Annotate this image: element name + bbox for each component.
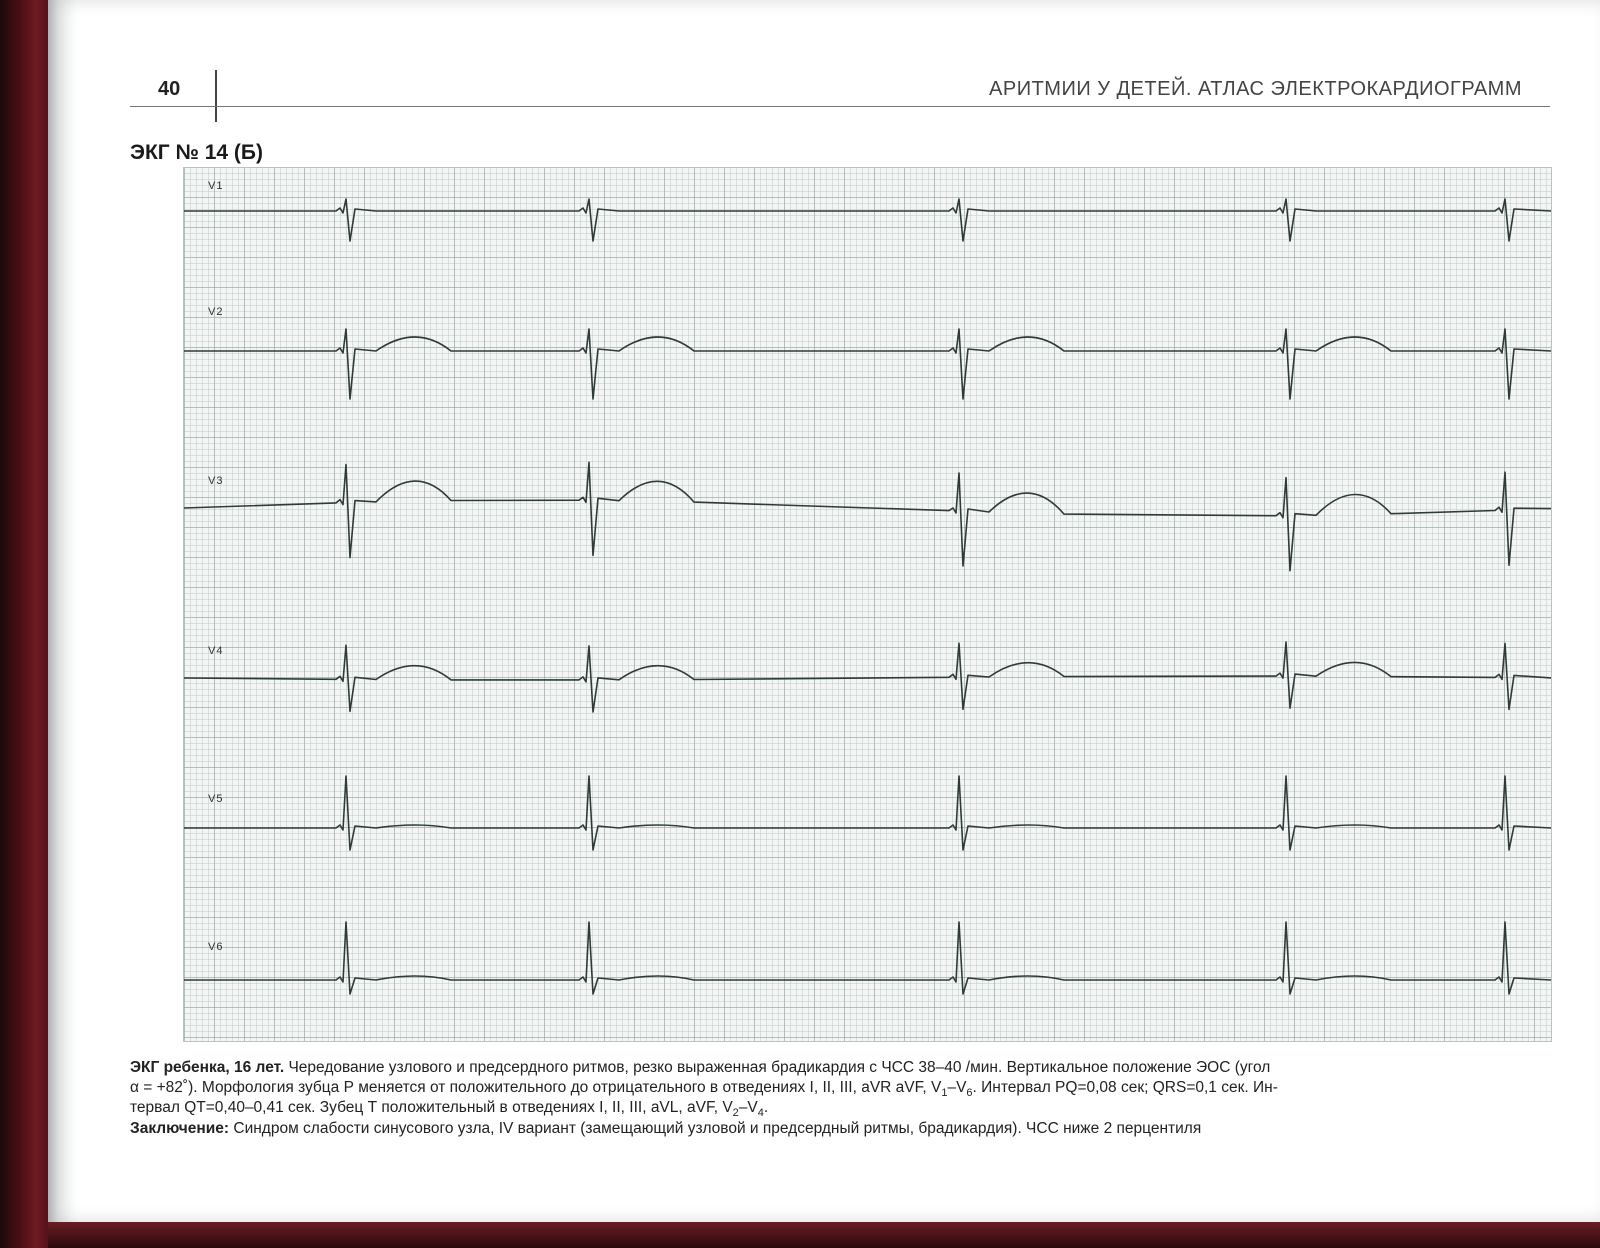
caption-line-3a: тервал QT=0,40–0,41 сек. Зубец Т положительный в отведениях I, II, III, aVL, aVF, V	[130, 1099, 733, 1116]
caption-line-3b: .	[763, 1099, 769, 1116]
caption-lead: ЭКГ ребенка, 16 лет.	[130, 1059, 285, 1076]
page-number: 40	[158, 78, 181, 100]
ecg-trace-v3	[184, 462, 1551, 570]
conclusion-label: Заключение:	[130, 1120, 230, 1137]
figure-caption	[130, 1058, 1552, 1118]
ecg-strip	[183, 167, 1552, 1042]
caption-line-1: Чередование узлового и предсердного ритмов, резко выраженная брадикардия с ЧСС 38–40 /мин. Вертикальное положение ЭОС (угол	[284, 1059, 1271, 1076]
ecg-trace-v2	[184, 329, 1551, 399]
caption-sub-1: 1	[941, 1087, 948, 1100]
header-rule	[130, 106, 1550, 107]
caption-line-2a: α = +82˚). Морфология зубца Р меняется от положительного до отрицательного в отведениях I, II, III, aVR aVF, V	[130, 1079, 942, 1096]
lead-label-v2: V2	[208, 306, 224, 318]
caption-sub-6: 6	[966, 1087, 973, 1100]
ecg-trace-v1	[184, 199, 1551, 241]
caption-dash-2: –V	[738, 1099, 758, 1116]
ecg-trace-v6	[184, 922, 1551, 994]
header-divider-tick	[215, 70, 217, 122]
lead-label-v6: V6	[208, 941, 224, 953]
lead-label-v3: V3	[208, 475, 224, 487]
caption-dash-1: –V	[947, 1079, 967, 1096]
lead-label-v4: V4	[208, 645, 224, 657]
ecg-traces	[184, 168, 1551, 1041]
ecg-trace-v5	[184, 776, 1551, 850]
caption-sub-2: 2	[732, 1107, 739, 1120]
book-cover-edge	[48, 1222, 1600, 1248]
caption-line-2b: . Интервал PQ=0,08 сек; QRS=0,1 сек. Ин-	[972, 1079, 1278, 1096]
running-title: АРИТМИИ У ДЕТЕЙ. АТЛАС ЭЛЕКТРОКАРДИОГРАММ	[989, 78, 1522, 100]
ecg-trace-v4	[184, 642, 1551, 712]
lead-label-v1: V1	[208, 180, 224, 192]
figure-title: ЭКГ № 14 (Б)	[130, 141, 264, 164]
conclusion	[130, 1119, 1552, 1139]
conclusion-text: Синдром слабости синусового узла, IV вариант (замещающий узловой и предсердный ритмы, брадикардия). ЧСС ниже 2 перцентиля	[229, 1120, 1202, 1137]
caption-sub-4: 4	[757, 1107, 764, 1120]
lead-label-v5: V5	[208, 793, 224, 805]
